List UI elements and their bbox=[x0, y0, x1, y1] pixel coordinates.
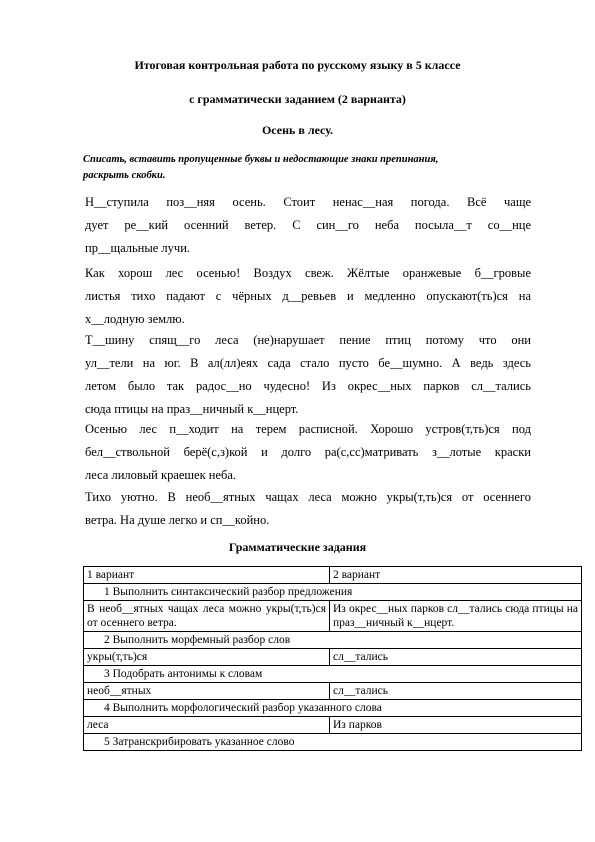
task-4-variant-2: Из парков bbox=[330, 717, 582, 734]
task-1-variant-2: Из окрес__ных парков сл__тались сюда птицы на праз__ничный к__нцерт. bbox=[330, 601, 582, 632]
task-4: 4 Выполнить морфологический разбор указанного слова bbox=[84, 700, 582, 717]
paragraph-line: Как хорош лес осенью! Воздух свеж. Жёлтые оранжевые б__гровые bbox=[85, 266, 531, 280]
paragraph-line: ул__тели на юг. В ал(лл)еях сада стало пусто бе__шумно. А ведь здесь bbox=[85, 356, 531, 370]
paragraph-line: Т__шину спящ__го леса (не)нарушает пение птиц потому что они bbox=[85, 333, 531, 347]
paragraph-line: ветра. На душе легко и сп__койно. bbox=[85, 513, 270, 527]
task-1: 1 Выполнить синтаксический разбор предложения bbox=[84, 584, 582, 601]
paragraph-line: сюда птицы на праз__ничный к__нцерт. bbox=[85, 402, 299, 416]
table-row bbox=[84, 632, 582, 649]
task-3-variant-2: сл__тались bbox=[330, 683, 582, 700]
paragraph-line: бел__ствольной берё(с,з)кой и долго ра(с,сс)матривать з__лотые краски bbox=[85, 445, 531, 459]
text-title: Осень в лесу. bbox=[261, 123, 334, 137]
paragraph-line: х__лодную землю. bbox=[85, 312, 185, 326]
paragraph-line: Тихо уютно. В необ__ятных чащах леса можно укры(т,ть)ся от осеннего bbox=[85, 490, 531, 504]
paragraph-4 bbox=[85, 418, 531, 487]
paragraph-line: летом было так радос__но чудесно! Из окрес__ных парков сл__тались bbox=[85, 379, 531, 393]
variant-2-header: 2 вариант bbox=[330, 567, 582, 584]
variant-1-header: 1 вариант bbox=[84, 567, 330, 584]
table-row bbox=[84, 666, 582, 683]
document-title: Итоговая контрольная работа по русскому языку в 5 классе bbox=[134, 58, 461, 72]
grammar-title: Грамматические задания bbox=[228, 540, 367, 554]
paragraph-line: листья тихо падают с чёрных д__ревьев и медленно опускают(ть)ся на bbox=[85, 289, 531, 303]
paragraph-line: леса лиловый краешек неба. bbox=[85, 468, 237, 482]
paragraph-5 bbox=[85, 486, 531, 532]
paragraph-line: Осенью лес п__ходит на терем расписной. Хорошо устров(т,ть)ся под bbox=[85, 422, 531, 436]
paragraph-line: пр__щальные лучи. bbox=[85, 241, 191, 255]
table-row bbox=[84, 649, 582, 666]
instruction bbox=[83, 152, 523, 184]
paragraph-line: дует ре__кий осенний ветер. С син__го неба посыла__т со__нце bbox=[85, 218, 531, 232]
task-5: 5 Затранскрибировать указанное слово bbox=[84, 734, 582, 751]
task-2-variant-2: сл__тались bbox=[330, 649, 582, 666]
instruction-line-1: Списать, вставить пропущенные буквы и недостающие знаки препинания, bbox=[83, 154, 439, 165]
task-2-variant-1: укры(т,ть)ся bbox=[84, 649, 330, 666]
task-2: 2 Выполнить морфемный разбор слов bbox=[84, 632, 582, 649]
paragraph-1 bbox=[85, 191, 531, 260]
instruction-line-2: раскрыть скобки. bbox=[83, 170, 166, 181]
paragraph-line: Н__ступила поз__няя осень. Стоит ненас__ная погода. Всё чаще bbox=[85, 195, 531, 209]
table-row bbox=[84, 717, 582, 734]
paragraph-2 bbox=[85, 262, 531, 331]
paragraph-3 bbox=[85, 329, 531, 421]
table-row bbox=[84, 683, 582, 700]
task-3: 3 Подобрать антонимы к словам bbox=[84, 666, 582, 683]
document-subtitle: с грамматически заданием (2 варианта) bbox=[189, 92, 406, 106]
task-4-variant-1: леса bbox=[84, 717, 330, 734]
table-row bbox=[84, 700, 582, 717]
table-row bbox=[84, 734, 582, 751]
task-1-variant-1: В необ__ятных чащах леса можно укры(т,ть)ся от осеннего ветра. bbox=[84, 601, 330, 632]
table-row bbox=[84, 584, 582, 601]
grammar-tasks-table bbox=[83, 566, 582, 751]
table-row bbox=[84, 567, 582, 584]
table-row bbox=[84, 601, 582, 632]
task-3-variant-1: необ__ятных bbox=[84, 683, 330, 700]
